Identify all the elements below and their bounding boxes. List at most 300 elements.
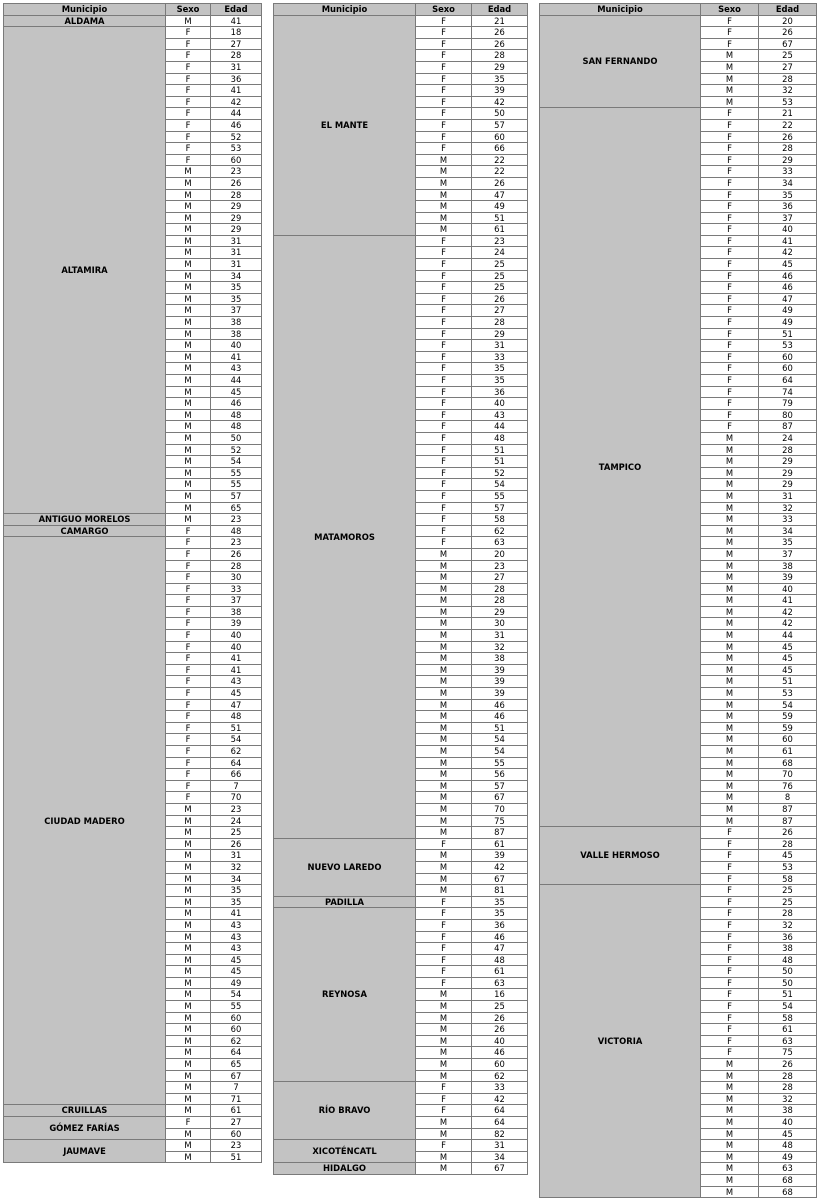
sexo-cell: F (701, 166, 759, 178)
table-row (540, 15, 817, 27)
sexo-cell: F (416, 1093, 472, 1105)
sexo-cell: M (166, 1012, 211, 1024)
sexo-cell: M (166, 235, 211, 247)
edad-cell: 40 (759, 583, 817, 595)
edad-cell: 36 (759, 931, 817, 943)
edad-cell: 48 (472, 432, 528, 444)
sexo-cell: F (416, 931, 472, 943)
sexo-cell: F (166, 548, 211, 560)
sexo-cell: M (701, 1128, 759, 1140)
sexo-cell: F (701, 1035, 759, 1047)
edad-cell: 38 (759, 943, 817, 955)
sexo-cell: F (166, 537, 211, 549)
sexo-cell: F (701, 838, 759, 850)
edad-cell: 60 (472, 1059, 528, 1071)
sexo-cell: F (416, 247, 472, 259)
sexo-cell: M (701, 711, 759, 723)
sexo-cell: F (416, 259, 472, 271)
edad-cell: 51 (472, 456, 528, 468)
sexo-cell: M (166, 850, 211, 862)
sexo-cell: M (416, 873, 472, 885)
sexo-cell: F (416, 363, 472, 375)
sexo-cell: M (416, 154, 472, 166)
edad-cell: 61 (472, 838, 528, 850)
edad-cell: 32 (472, 641, 528, 653)
municipio-cell: TAMPICO (540, 108, 701, 827)
edad-cell: 79 (759, 398, 817, 410)
edad-cell: 63 (759, 1163, 817, 1175)
sexo-cell: M (166, 259, 211, 271)
edad-cell: 39 (472, 688, 528, 700)
sexo-cell: F (701, 212, 759, 224)
edad-cell: 25 (211, 827, 262, 839)
edad-cell: 70 (472, 803, 528, 815)
sexo-cell: M (701, 699, 759, 711)
edad-cell: 29 (759, 154, 817, 166)
edad-cell: 34 (211, 873, 262, 885)
table-row (274, 1140, 528, 1152)
sexo-cell: F (701, 943, 759, 955)
sexo-cell: F (701, 328, 759, 340)
municipio-cell: ALDAMA (4, 15, 166, 27)
sexo-cell: M (166, 247, 211, 259)
edad-cell: 30 (211, 572, 262, 584)
edad-cell: 68 (759, 757, 817, 769)
sexo-cell: F (166, 38, 211, 50)
edad-cell: 48 (759, 1140, 817, 1152)
sexo-cell: F (166, 108, 211, 120)
edad-cell: 54 (211, 734, 262, 746)
table-row (4, 514, 262, 526)
edad-cell: 40 (211, 630, 262, 642)
edad-cell: 23 (472, 235, 528, 247)
sexo-cell: M (166, 432, 211, 444)
sexo-cell: M (416, 792, 472, 804)
edad-cell: 31 (211, 235, 262, 247)
sexo-cell: F (701, 270, 759, 282)
edad-cell: 29 (211, 212, 262, 224)
edad-cell: 29 (472, 61, 528, 73)
edad-cell: 27 (759, 61, 817, 73)
sexo-cell: M (701, 746, 759, 758)
sexo-cell: M (701, 630, 759, 642)
sexo-cell: F (701, 259, 759, 271)
sexo-cell: M (166, 1093, 211, 1105)
edad-cell: 20 (472, 548, 528, 560)
sexo-cell: F (701, 977, 759, 989)
sexo-cell: F (416, 537, 472, 549)
sexo-cell: M (701, 1186, 759, 1198)
sexo-cell: M (416, 861, 472, 873)
sexo-cell: M (416, 189, 472, 201)
sexo-cell: F (416, 38, 472, 50)
sexo-cell: F (416, 432, 472, 444)
edad-cell: 29 (759, 467, 817, 479)
sexo-cell: M (701, 1163, 759, 1175)
edad-cell: 54 (472, 479, 528, 491)
edad-cell: 42 (759, 247, 817, 259)
edad-cell: 47 (759, 293, 817, 305)
edad-cell: 31 (211, 259, 262, 271)
sexo-cell: F (166, 734, 211, 746)
edad-cell: 60 (759, 734, 817, 746)
sexo-cell: M (166, 954, 211, 966)
edad-cell: 28 (759, 1082, 817, 1094)
sexo-cell: F (166, 143, 211, 155)
sexo-cell: M (166, 201, 211, 213)
sexo-cell: F (166, 792, 211, 804)
sexo-cell: M (416, 177, 472, 189)
edad-cell: 49 (759, 317, 817, 329)
edad-cell: 36 (472, 919, 528, 931)
edad-cell: 52 (211, 444, 262, 456)
edad-cell: 45 (759, 664, 817, 676)
edad-cell: 45 (211, 966, 262, 978)
edad-cell: 46 (211, 119, 262, 131)
edad-cell: 36 (759, 201, 817, 213)
edad-cell: 57 (472, 119, 528, 131)
edad-cell: 53 (759, 861, 817, 873)
edad-cell: 28 (759, 838, 817, 850)
edad-cell: 61 (211, 1105, 262, 1117)
sexo-cell: M (701, 572, 759, 584)
edad-cell: 25 (472, 259, 528, 271)
edad-cell: 26 (211, 548, 262, 560)
edad-cell: 62 (472, 1070, 528, 1082)
sexo-cell: M (416, 548, 472, 560)
edad-cell: 45 (759, 850, 817, 862)
sexo-cell: M (701, 641, 759, 653)
sexo-cell: M (166, 1059, 211, 1071)
edad-cell: 67 (759, 38, 817, 50)
edad-cell: 41 (211, 85, 262, 97)
sexo-cell: F (701, 15, 759, 27)
edad-cell: 26 (211, 838, 262, 850)
sexo-cell: M (166, 1035, 211, 1047)
edad-cell: 38 (759, 560, 817, 572)
sexo-cell: M (416, 688, 472, 700)
sexo-cell: M (166, 943, 211, 955)
sexo-cell: M (416, 653, 472, 665)
sexo-cell: M (701, 1105, 759, 1117)
sexo-cell: M (166, 421, 211, 433)
edad-cell: 40 (472, 398, 528, 410)
sexo-cell: F (701, 143, 759, 155)
edad-cell: 25 (472, 1001, 528, 1013)
edad-cell: 23 (211, 514, 262, 526)
edad-cell: 52 (211, 131, 262, 143)
edad-cell: 80 (759, 409, 817, 421)
sexo-cell: M (166, 1128, 211, 1140)
sexo-cell: M (166, 815, 211, 827)
sexo-cell: F (416, 143, 472, 155)
edad-cell: 55 (211, 467, 262, 479)
sexo-cell: F (701, 850, 759, 862)
edad-cell: 60 (759, 363, 817, 375)
edad-cell: 40 (211, 340, 262, 352)
sexo-cell: M (416, 618, 472, 630)
edad-cell: 36 (211, 73, 262, 85)
edad-cell: 22 (472, 166, 528, 178)
sexo-cell: F (166, 50, 211, 62)
sexo-cell: M (416, 1035, 472, 1047)
sexo-cell: M (701, 618, 759, 630)
sexo-cell: M (166, 977, 211, 989)
sexo-cell: M (416, 827, 472, 839)
edad-cell: 26 (759, 131, 817, 143)
edad-cell: 32 (759, 919, 817, 931)
sexo-cell: M (166, 908, 211, 920)
edad-cell: 31 (472, 340, 528, 352)
municipio-cell: MATAMOROS (274, 235, 416, 838)
edad-cell: 60 (211, 1024, 262, 1036)
edad-cell: 41 (759, 235, 817, 247)
edad-cell: 20 (759, 15, 817, 27)
sexo-cell: F (416, 943, 472, 955)
edad-cell: 7 (211, 780, 262, 792)
edad-cell: 26 (472, 27, 528, 39)
edad-cell: 33 (211, 583, 262, 595)
edad-cell: 27 (211, 38, 262, 50)
edad-cell: 31 (211, 61, 262, 73)
sexo-cell: M (416, 166, 472, 178)
edad-cell: 27 (472, 572, 528, 584)
sexo-cell: M (416, 722, 472, 734)
edad-cell: 51 (759, 989, 817, 1001)
sexo-cell: M (166, 375, 211, 387)
edad-cell: 45 (759, 653, 817, 665)
edad-cell: 49 (759, 305, 817, 317)
sexo-cell: M (701, 490, 759, 502)
sexo-cell: M (701, 73, 759, 85)
edad-cell: 23 (211, 166, 262, 178)
sexo-cell: F (701, 827, 759, 839)
edad-cell: 35 (211, 885, 262, 897)
header-sexo: Sexo (416, 4, 472, 16)
sexo-cell: M (416, 224, 472, 236)
edad-cell: 51 (472, 722, 528, 734)
sexo-cell: F (416, 108, 472, 120)
sexo-cell: F (701, 375, 759, 387)
municipio-cell: JAUMAVE (4, 1140, 166, 1163)
sexo-cell: M (701, 1117, 759, 1129)
sexo-cell: M (166, 189, 211, 201)
sexo-cell: M (166, 919, 211, 931)
edad-cell: 46 (211, 398, 262, 410)
municipio-cell: GÓMEZ FARÍAS (4, 1117, 166, 1140)
sexo-cell: M (701, 653, 759, 665)
table-row (4, 27, 262, 39)
sexo-cell: F (416, 305, 472, 317)
sexo-cell: F (701, 398, 759, 410)
sexo-cell: F (701, 340, 759, 352)
sexo-cell: M (416, 769, 472, 781)
sexo-cell: M (166, 212, 211, 224)
municipio-cell: CAMARGO (4, 525, 166, 537)
edad-cell: 51 (759, 328, 817, 340)
table-row (4, 1140, 262, 1152)
sexo-cell: F (166, 711, 211, 723)
edad-cell: 31 (472, 1140, 528, 1152)
edad-cell: 26 (211, 177, 262, 189)
table-row (274, 838, 528, 850)
sexo-cell: F (416, 514, 472, 526)
edad-cell: 48 (211, 525, 262, 537)
sexo-cell: M (701, 780, 759, 792)
sexo-cell: F (166, 746, 211, 758)
sexo-cell: F (166, 154, 211, 166)
edad-cell: 44 (472, 421, 528, 433)
edad-cell: 38 (211, 328, 262, 340)
municipio-cell: ANTIGUO MORELOS (4, 514, 166, 526)
edad-cell: 29 (211, 201, 262, 213)
sexo-cell: M (701, 688, 759, 700)
edad-cell: 61 (759, 1024, 817, 1036)
sexo-cell: M (166, 270, 211, 282)
sexo-cell: F (416, 444, 472, 456)
edad-cell: 43 (211, 919, 262, 931)
edad-cell: 60 (211, 154, 262, 166)
sexo-cell: F (701, 293, 759, 305)
edad-cell: 22 (472, 154, 528, 166)
edad-cell: 47 (472, 189, 528, 201)
table-row (540, 827, 817, 839)
sexo-cell: F (416, 131, 472, 143)
sexo-cell: M (416, 885, 472, 897)
sexo-cell: M (701, 664, 759, 676)
edad-cell: 87 (759, 815, 817, 827)
edad-cell: 53 (211, 143, 262, 155)
edad-cell: 35 (211, 293, 262, 305)
sexo-cell: F (701, 966, 759, 978)
edad-cell: 41 (211, 351, 262, 363)
edad-cell: 38 (759, 1105, 817, 1117)
sexo-cell: F (416, 50, 472, 62)
sexo-cell: F (416, 27, 472, 39)
edad-cell: 37 (759, 548, 817, 560)
sexo-cell: F (166, 131, 211, 143)
sexo-cell: F (701, 27, 759, 39)
sexo-cell: F (166, 595, 211, 607)
edad-cell: 42 (472, 96, 528, 108)
sexo-cell: F (416, 340, 472, 352)
table-row (4, 1117, 262, 1129)
edad-cell: 45 (759, 259, 817, 271)
edad-cell: 24 (211, 815, 262, 827)
sexo-cell: M (701, 792, 759, 804)
sexo-cell: F (416, 502, 472, 514)
sexo-cell: F (701, 1024, 759, 1036)
sexo-cell: F (166, 769, 211, 781)
edad-cell: 40 (759, 224, 817, 236)
edad-cell: 45 (759, 641, 817, 653)
sexo-cell: M (701, 769, 759, 781)
edad-cell: 62 (472, 525, 528, 537)
sexo-cell: M (166, 490, 211, 502)
sexo-cell: F (416, 838, 472, 850)
edad-cell: 50 (759, 977, 817, 989)
sexo-cell: F (701, 1001, 759, 1013)
edad-cell: 38 (211, 317, 262, 329)
sexo-cell: M (416, 734, 472, 746)
sexo-cell: M (166, 1082, 211, 1094)
edad-cell: 26 (472, 38, 528, 50)
table-column-1 (3, 3, 262, 1163)
edad-cell: 49 (211, 977, 262, 989)
sexo-cell: M (166, 409, 211, 421)
sexo-cell: F (166, 119, 211, 131)
sexo-cell: M (166, 166, 211, 178)
edad-cell: 35 (759, 189, 817, 201)
edad-cell: 67 (472, 1163, 528, 1175)
sexo-cell: F (416, 896, 472, 908)
edad-cell: 28 (759, 73, 817, 85)
edad-cell: 32 (759, 1093, 817, 1105)
edad-cell: 34 (759, 177, 817, 189)
edad-cell: 49 (759, 1151, 817, 1163)
edad-cell: 31 (211, 247, 262, 259)
sexo-cell: M (166, 1024, 211, 1036)
edad-cell: 45 (759, 1128, 817, 1140)
sexo-cell: M (166, 896, 211, 908)
sexo-cell: F (416, 270, 472, 282)
sexo-cell: F (416, 908, 472, 920)
sexo-cell: F (166, 583, 211, 595)
edad-cell: 34 (211, 270, 262, 282)
sexo-cell: M (166, 328, 211, 340)
edad-cell: 38 (211, 606, 262, 618)
edad-cell: 55 (472, 757, 528, 769)
sexo-cell: M (701, 467, 759, 479)
edad-cell: 51 (759, 676, 817, 688)
edad-cell: 28 (211, 560, 262, 572)
edad-cell: 57 (472, 502, 528, 514)
edad-cell: 46 (472, 1047, 528, 1059)
edad-cell: 47 (211, 699, 262, 711)
municipio-cell: VICTORIA (540, 885, 701, 1198)
edad-cell: 43 (472, 409, 528, 421)
sexo-cell: M (166, 1070, 211, 1082)
sexo-cell: M (701, 734, 759, 746)
edad-cell: 25 (472, 282, 528, 294)
edad-cell: 35 (211, 896, 262, 908)
sexo-cell: F (416, 15, 472, 27)
edad-cell: 41 (759, 595, 817, 607)
sexo-cell: F (166, 618, 211, 630)
edad-cell: 52 (472, 467, 528, 479)
edad-cell: 26 (472, 177, 528, 189)
sexo-cell: M (416, 757, 472, 769)
sexo-cell: F (701, 954, 759, 966)
edad-cell: 42 (472, 861, 528, 873)
edad-cell: 58 (759, 1012, 817, 1024)
table-row (274, 1163, 528, 1175)
edad-cell: 48 (211, 711, 262, 723)
sexo-cell: M (166, 966, 211, 978)
edad-cell: 55 (211, 479, 262, 491)
edad-cell: 70 (211, 792, 262, 804)
edad-cell: 29 (211, 224, 262, 236)
header-edad: Edad (759, 4, 817, 16)
edad-cell: 24 (472, 247, 528, 259)
sexo-cell: M (416, 1163, 472, 1175)
edad-cell: 48 (211, 421, 262, 433)
sexo-cell: M (701, 1059, 759, 1071)
sexo-cell: F (701, 919, 759, 931)
sexo-cell: F (701, 282, 759, 294)
edad-cell: 65 (211, 1059, 262, 1071)
sexo-cell: F (166, 780, 211, 792)
